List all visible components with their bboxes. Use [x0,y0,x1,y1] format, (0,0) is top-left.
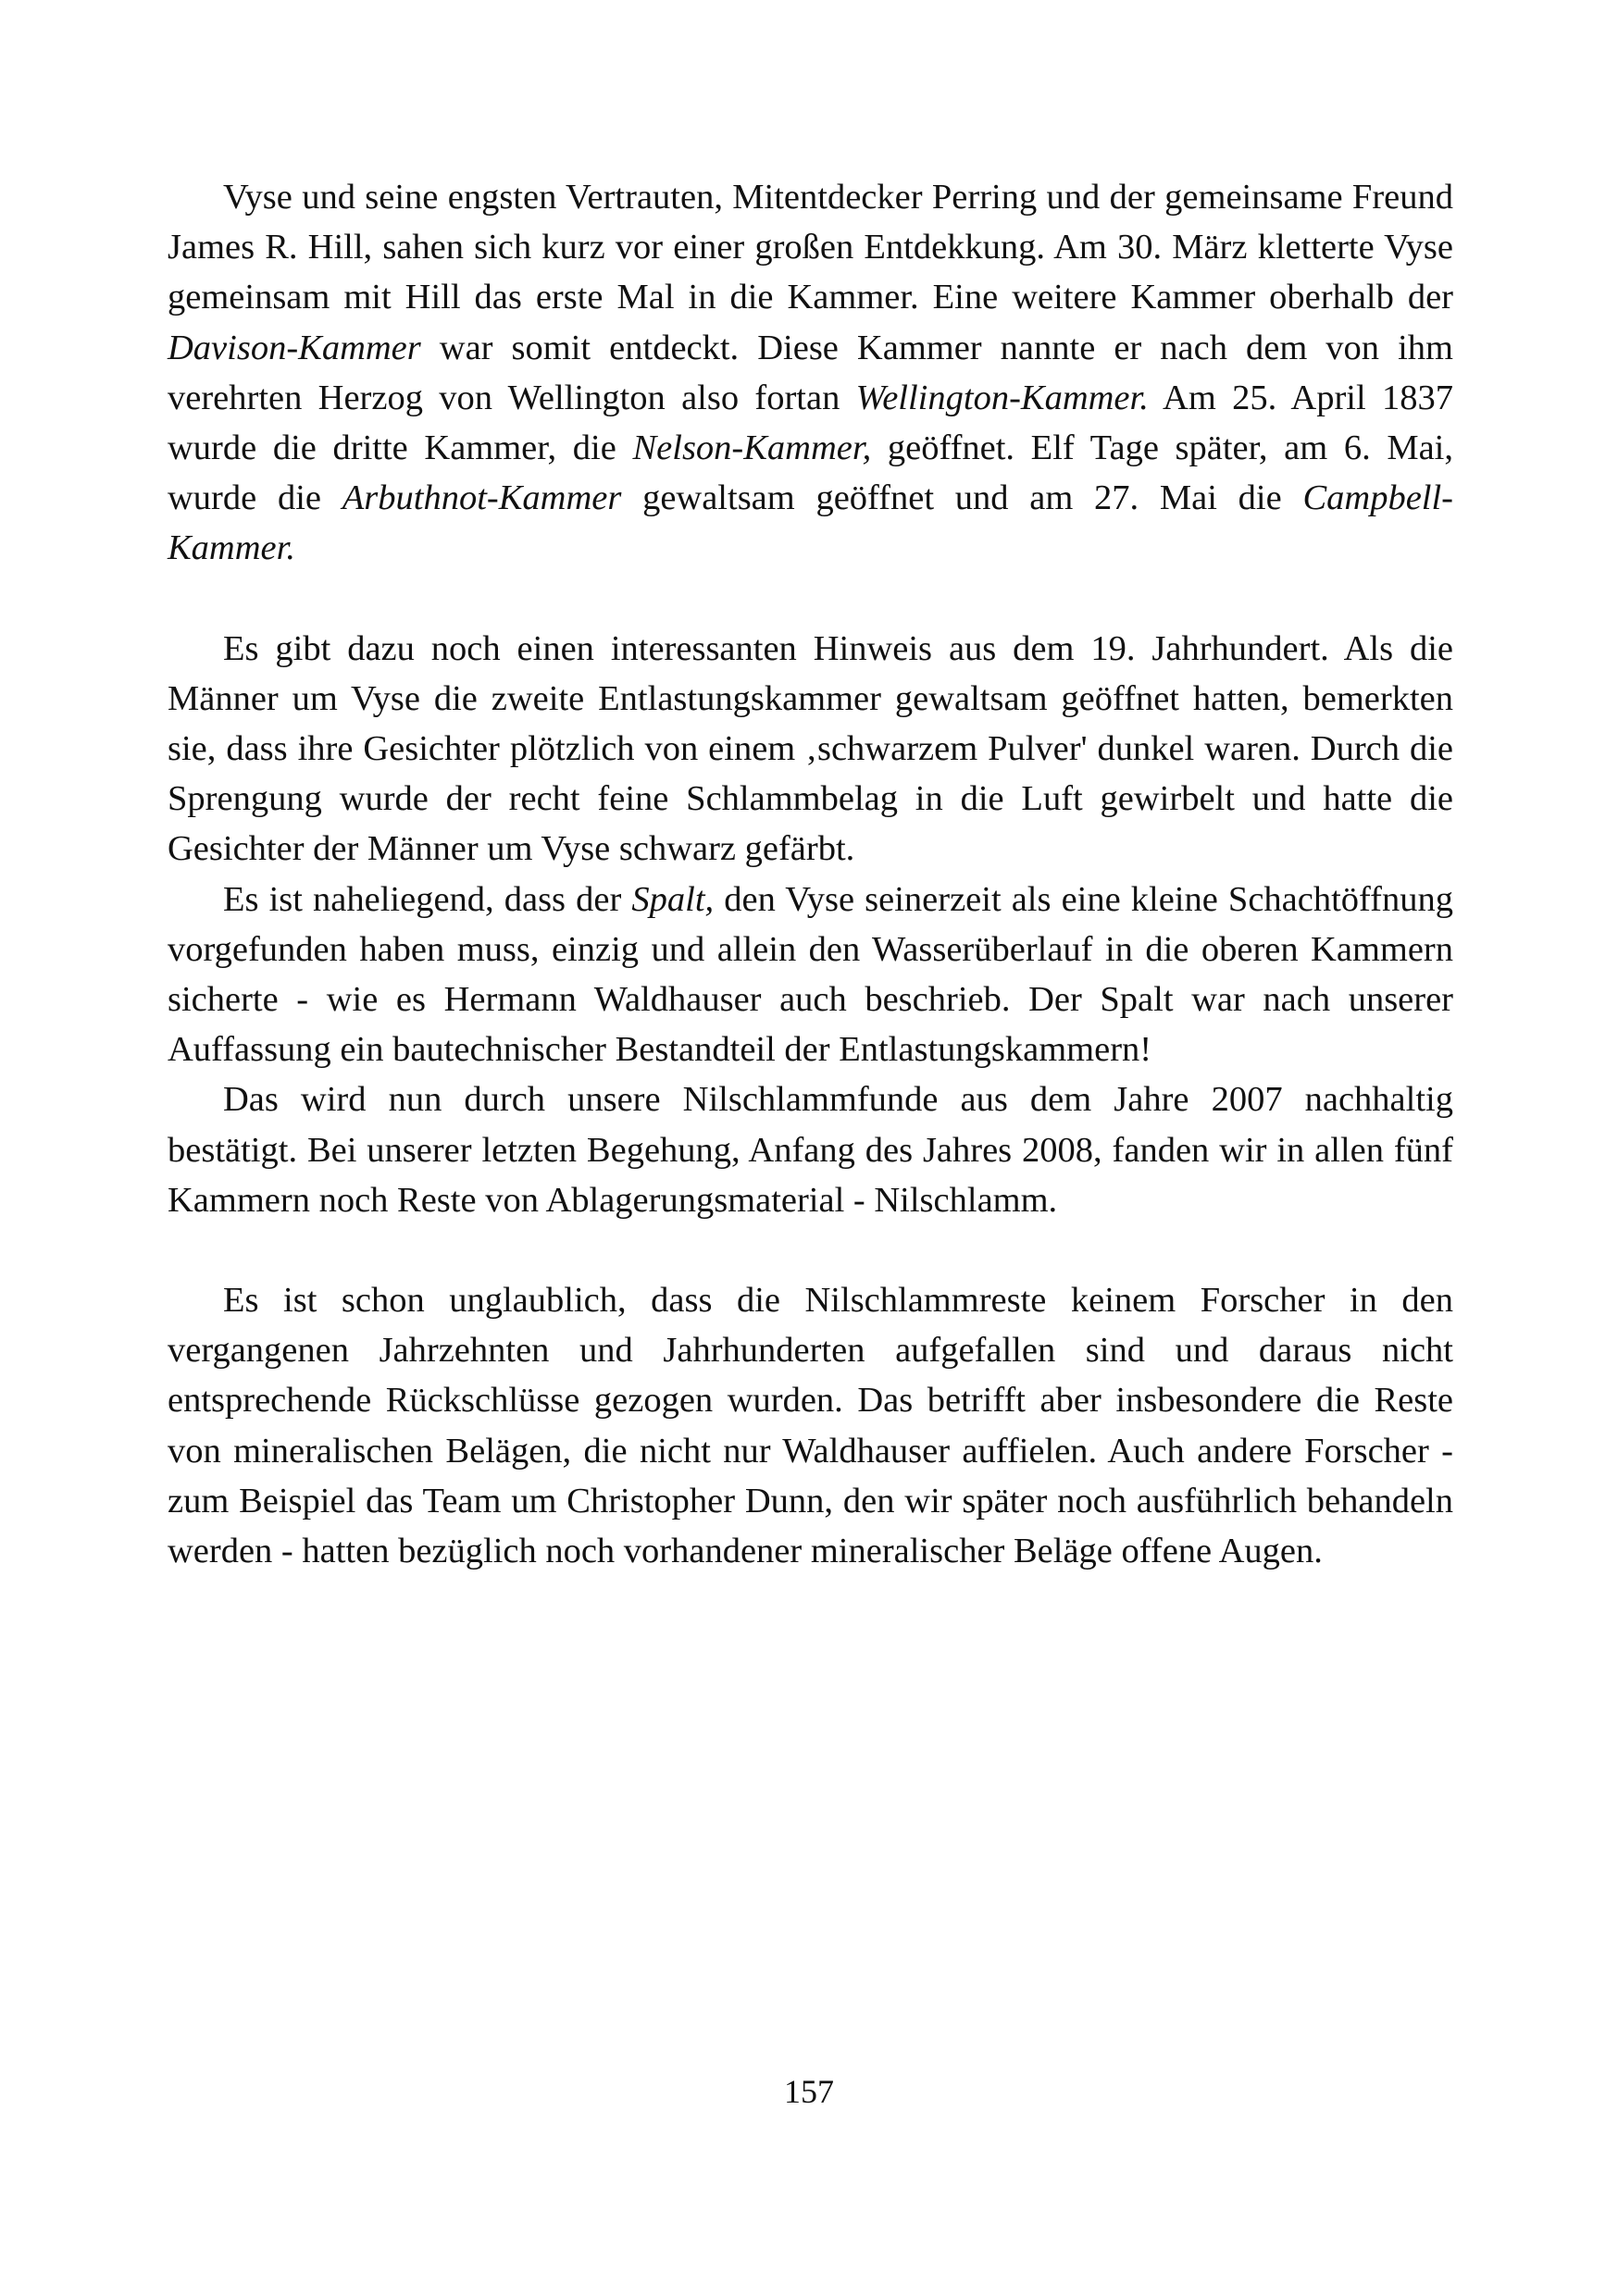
italic-term: Campbell-Kammer. [168,478,1454,568]
body-text [168,172,1453,1576]
italic-term: Spalt, [631,879,715,919]
paragraph-2: Es gibt dazu noch einen interessanten Hinweis aus dem 19. Jahrhundert. Als die Männer um Vyse die zweite Entlastungskammer gewaltsam geöffnet hatten, bemerkten sie, dass ihre Gesichter plötzlich von einem ‚schwarzem Pulver' dunkel waren. Durch die Sprengung wurde der recht feine Schlammbelag in die Luft gewirbelt und hatte die Gesichter der Männer um Vyse schwarz gefärbt. [168,628,1453,869]
italic-term: Wellington-Kammer. [855,378,1149,417]
italic-term: Nelson-Kammer, [632,428,872,468]
paragraph-3: Es ist naheliegend, dass der Spalt, den Vyse seinerzeit als eine kleine Schachtöffnung vorgefunden haben muss, einzig und allein den Wasserüberlauf in die oberen Kammern sicherte - wie es Hermann Waldhauser auch beschrieb. Der Spalt war nach unserer Auffassung ein bautechnischer Bestandteil der Entlastungskammern! [168,879,1453,1070]
page-number: 157 [784,2073,834,2110]
paragraph-5: Es ist schon unglaublich, dass die Nilschlammreste keinem Forscher in den vergangenen Jahrzehnten und Jahrhunderten aufgefallen sind und daraus nicht entsprechende Rückschlüsse gezogen wurden. Das betrifft aber insbesondere die Reste von mineralischen Belägen, die nicht nur Waldhauser auffielen. Auch andere Forscher - zum Beispiel das Team um Christopher Dunn, den wir später noch ausführlich behandeln werden - hatten bezüglich noch vorhandener mineralischer Beläge offene Augen. [168,1281,1453,1571]
paragraph-4: Das wird nun durch unsere Nilschlammfunde aus dem Jahre 2007 nachhaltig bestätigt. Bei unserer letzten Begehung, Anfang des Jahres 2008, fanden wir in allen fünf Kammern noch Reste von Ablagerungsmaterial - Nilschlamm. [168,1080,1453,1220]
paragraph-1: Vyse und seine engsten Vertrauten, Mitentdecker Perring und der gemeinsame Freund James R. Hill, sahen sich kurz vor einer großen Entdekkung. Am 30. März kletterte Vyse gemeinsam mit Hill das erste Mal in die Kammer. Eine weitere Kammer oberhalb der Davison-Kammer war somit entdeckt. Diese Kammer nannte er nach dem von ihm verehrten Herzog von Wellington also fortan Wellington-Kammer. Am 25. April 1837 wurde die dritte Kammer, die Nelson-Kammer, geöffnet. Elf Tage später, am 6. Mai, wurde die Arbuthnot-Kammer gewaltsam geöffnet und am 27. Mai die Campbell-Kammer. [168,178,1454,568]
italic-term: Arbuthnot-Kammer [342,478,622,518]
italic-term: Davison-Kammer [168,328,421,367]
